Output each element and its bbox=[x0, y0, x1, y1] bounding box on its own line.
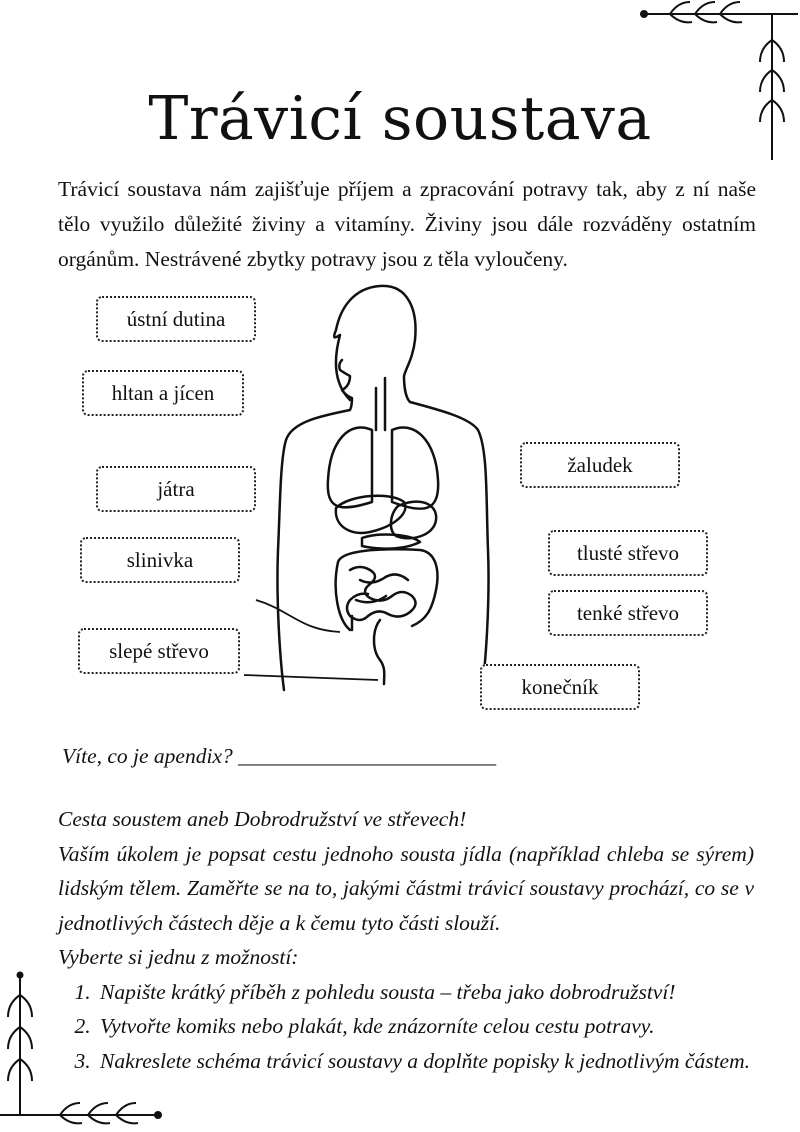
task-section bbox=[58, 802, 754, 1078]
label-mouth: ústní dutina bbox=[96, 296, 256, 342]
appendix-question: Víte, co je apendix? ________________________ bbox=[62, 744, 497, 768]
task-options bbox=[58, 975, 754, 1079]
label-esophagus: hltan a jícen bbox=[82, 370, 244, 416]
task-option: 3. Nakreslete schéma trávicí soustavy a doplňte popisky k jednotlivým částem. bbox=[96, 1044, 754, 1079]
label-rectum: konečník bbox=[480, 664, 640, 710]
lung-right bbox=[392, 427, 438, 508]
intro-paragraph: Trávicí soustava nám zajišťuje příjem a zpracování potravy tak, aby z ní naše tělo využilo důležité živiny a vitamíny. Živiny jsou dále rozváděny ostatním orgánům. Nestrávené zbytky potravy jsou z těla vyloučeny. bbox=[58, 177, 756, 271]
leader-mouth bbox=[256, 600, 340, 632]
label-colon: tlusté střevo bbox=[548, 530, 708, 576]
leader-esophagus bbox=[244, 675, 378, 680]
task-option: 2. Vytvořte komiks nebo plakát, kde znázorníte celou cestu potravy. bbox=[96, 1009, 754, 1044]
pancreas bbox=[362, 535, 420, 549]
label-appendix: slepé střevo bbox=[78, 628, 240, 674]
label-stomach: žaludek bbox=[520, 442, 680, 488]
label-small-intestine: tenké střevo bbox=[548, 590, 708, 636]
page-title: Trávicí soustava bbox=[148, 84, 652, 154]
small-intestine bbox=[347, 567, 416, 620]
rectum bbox=[374, 620, 384, 684]
task-description: Vaším úkolem je popsat cestu jednoho sousta jídla (například chleba se sýrem) lidským tělem. Zaměřte se na to, jakými částmi trávicí soustavy prochází, co se v jednotlivých částech děje a k čemu tyto části slouží. bbox=[58, 841, 754, 935]
task-choose: Vyberte si jednu z možností: bbox=[58, 945, 299, 969]
label-liver: játra bbox=[96, 466, 256, 512]
label-pancreas: slinivka bbox=[80, 537, 240, 583]
body-outline bbox=[334, 286, 488, 690]
task-option: 1. Napište krátký příběh z pohledu sousta – třeba jako dobrodružství! bbox=[96, 975, 754, 1010]
task-heading: Cesta soustem aneb Dobrodružství ve střevech! bbox=[58, 807, 467, 831]
